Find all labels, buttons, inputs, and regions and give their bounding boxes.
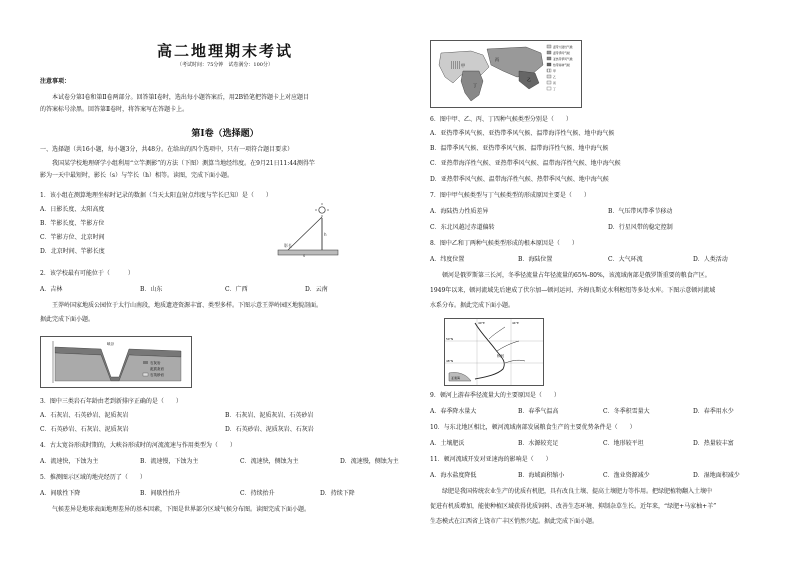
legend-label: 泥质灰岩 [150,367,164,371]
question-stem: 11．顿河流域开发对亚速海的影响是（ ） [430,456,552,463]
option: B．竿影长度、竿影方位 [40,220,105,227]
option: D．石英砂岩、泥质灰岩、石灰岩 [225,426,314,433]
legend-label: 甲 [553,69,556,73]
option: C．东北风越过赤道偏转 [430,224,495,231]
map-tag: 乙 [527,77,531,82]
option: D．湿地面积减少 [693,472,740,479]
don-river-map [444,318,544,386]
legend-label: 亚热带季风气候 [553,57,573,61]
lat-label: 48°N [446,359,454,363]
option: C．地形较平坦 [603,440,644,447]
option: D．流速慢，侧蚀为主 [340,458,399,465]
legend-label: 热带雨林气候 [553,63,570,67]
legend-label: 石灰岩 [150,361,161,365]
passage-line: 我国某学校地理研学小组利用“立竿测影”的方法（下图）测算当地经纬度。在9月21日11:44测得竿 [52,160,315,167]
lat-label: 50°N [446,337,454,341]
lon-label: 40°E [478,321,485,325]
option: B．气压带风带季节移动 [608,208,673,215]
option: A．亚热带季风气候、亚热带季风气候、温带海洋性气候、地中海气候 [430,130,615,137]
notice-line: 本试卷分第Ⅰ卷和第Ⅱ卷两部分。回答第Ⅰ卷时，选出每小题答案后，用2B铅笔把答题卡上对应题目 [52,94,310,101]
option: A．日影长度、太阳高度 [40,206,105,213]
s-label: s [303,253,306,258]
gnomon-figure [258,200,344,258]
passage-line: 气候差异是地球表面地理差异的基本因素，下图是世界部分区域气候分布图。读图完成下面小题。 [52,506,311,513]
question-stem: 6．图中甲、乙、丙、丁四种气候类型分别是（ ） [430,116,572,123]
option: B．流速慢，下蚀为主 [140,458,199,465]
sea-label: 亚速海 [451,376,461,380]
shadow-label: 影长 [284,243,292,248]
question-stem: 1．该小组在测算地理坐标时记录的数据（当天太阳直射点纬度与竿长已知）是（ ） [40,192,272,199]
option: D．云南 [305,286,328,293]
h-label: h [324,232,327,237]
option: D．行星风带的稳定控制 [608,224,673,231]
option: A．纬度位置 [430,256,465,263]
passage-line: 绿肥是我国传统农业生产的优质有机肥，具有改良土壤、提高土壤肥力等作用。把绿肥植物翻入土壤中 [442,488,713,495]
passage-line: 水系分布。据此完成下面小题。 [430,302,515,309]
option: B．间歇性抬升 [140,490,181,497]
legend-label: 丁 [553,87,556,91]
option: B．海陆位置 [518,256,553,263]
option: A．海陆热力性质差异 [430,208,489,215]
option: A．流速快，下蚀为主 [40,458,99,465]
passage-line: 生态模式在江西省上饶市广丰区悄然兴起。据此完成下面小题。 [430,518,599,525]
sun-icon [315,203,329,217]
question-stem: 7．图中甲气候类型与丁气候类型的形成原因主要是（ ） [430,192,590,199]
question-stem: 9．顿河上游春季径流量大的主要原因是（ ） [430,392,560,399]
passage-line: 据此完成下面小题。 [40,316,95,323]
legend-label: 丙 [553,81,556,85]
option: A．吉林 [40,286,63,293]
option: D．人类活动 [693,256,728,263]
question-stem: 4．古太宽谷形成时期的，大峡谷形成时的河流流速与作用类型为（ ） [40,442,236,449]
option: C．石英砂岩、石灰岩、泥质灰岩 [40,426,129,433]
section-title: 第Ⅰ卷（选择题） [191,129,259,139]
page-title: 高二地理期末考试 [156,42,293,60]
map-tag: 丙 [495,57,499,62]
option: B．水源较充足 [518,440,559,447]
climate-map-figure [430,40,582,108]
option: B．温带季风气候、亚热带季风气候、温带海洋性气候、地中海气候 [430,145,609,152]
option: B．山东 [140,286,163,293]
exam-subtitle: （考试时间：75分钟 试卷满分：100分） [177,62,273,68]
valley-profile-figure [40,336,192,388]
option: A．海水盐度降低 [430,472,477,479]
option: C．广西 [225,286,248,293]
option: C．亚热带海洋性气候、亚热带季风气候、温带海洋性气候、地中海气候 [430,160,621,167]
option: C．竿影方位、北京时间 [40,234,105,241]
option: A．石灰岩、石英砂岩、泥质灰岩 [40,412,129,419]
question-stem: 3．图中三类岩石年龄由老到新排序正确的是（ ） [40,398,182,405]
option: C．流速快，侧蚀为主 [240,458,299,465]
option: C．大气环流 [608,256,643,263]
option: B．春季气温高 [518,408,559,415]
option: B．海域面积缩小 [518,472,565,479]
legend-label: 温带大陆性气候 [553,45,573,49]
option: A．春季降水量大 [430,408,477,415]
option: B．石灰岩、泥质灰岩、石英砂岩 [225,412,314,419]
instruction: 一、选择题（共16小题，每小题3分，共48分。在给出的四个选项中，只有一项符合题目要求） [40,146,294,153]
map-tag: 甲 [461,63,465,68]
passage-line: 影为一天中最短时，影长（s）与竿长（h）相等。读图，完成下面小题。 [40,172,233,179]
option: D．春季用水少 [693,408,734,415]
option: D．北京时间、竿影长度 [40,248,105,255]
passage-line: 促进有机质增加，能使种植区域获得优质饲料、改善生态环境、抑制杂草生长。近年来，“绿肥+马家柚+羊” [430,503,717,510]
passage-line: 顿河是俄罗斯第三长河，冬季径流量占年径流量的65%-80%，该流域南部是俄罗斯重要的粮食产区。 [442,272,711,279]
valley-label: 峡谷 [107,342,114,346]
option: D．亚热带季风气候、温带海洋性气候、热带季风气候、地中海气候 [430,176,609,183]
notice-line: 的答案标号涂黑。回答第Ⅱ卷时，将答案写在答题卡上。 [40,106,189,113]
legend-label: 温带季风气候 [553,51,570,55]
passage-line: 1949年以来，顿河流域先后建成了伏尔加—顿河运河、齐姆良斯克水利枢纽等多处水库。下图示意顿河流域 [430,287,716,294]
lon-label: 44°E [512,321,519,325]
option: D．持续下降 [320,490,355,497]
legend-label: 乙 [553,75,556,79]
question-stem: 2．该学校最有可能位于（ ） [40,270,134,277]
option: D．热量较丰富 [693,440,734,447]
option: C．冬季积雪量大 [603,408,650,415]
option: C．渔业资源减少 [603,472,650,479]
option: A．间歇性下降 [40,490,81,497]
option: A．土壤肥沃 [430,440,465,447]
passage-line: 王莽岭国家地质公园位于太行山南段，地质遗迹资源丰富、类型多样。下图示意王莽岭园区地貌剖面。 [52,302,323,309]
legend-label: 石英砂岩 [150,373,164,377]
map-tag: 丁 [473,83,477,88]
question-stem: 10．与东北地区相比，顿河流域南部发展粮食生产的主要优势条件是（ ） [430,424,636,431]
notice-heading: 注意事项： [40,78,71,85]
river-label: 顿河 [497,354,504,358]
question-stem: 5．推测图示区域的地壳经历了（ ） [40,474,146,481]
option: C．持续抬升 [240,490,275,497]
question-stem: 8．图中乙和丁两种气候类型形成的根本原因是（ ） [430,240,578,247]
